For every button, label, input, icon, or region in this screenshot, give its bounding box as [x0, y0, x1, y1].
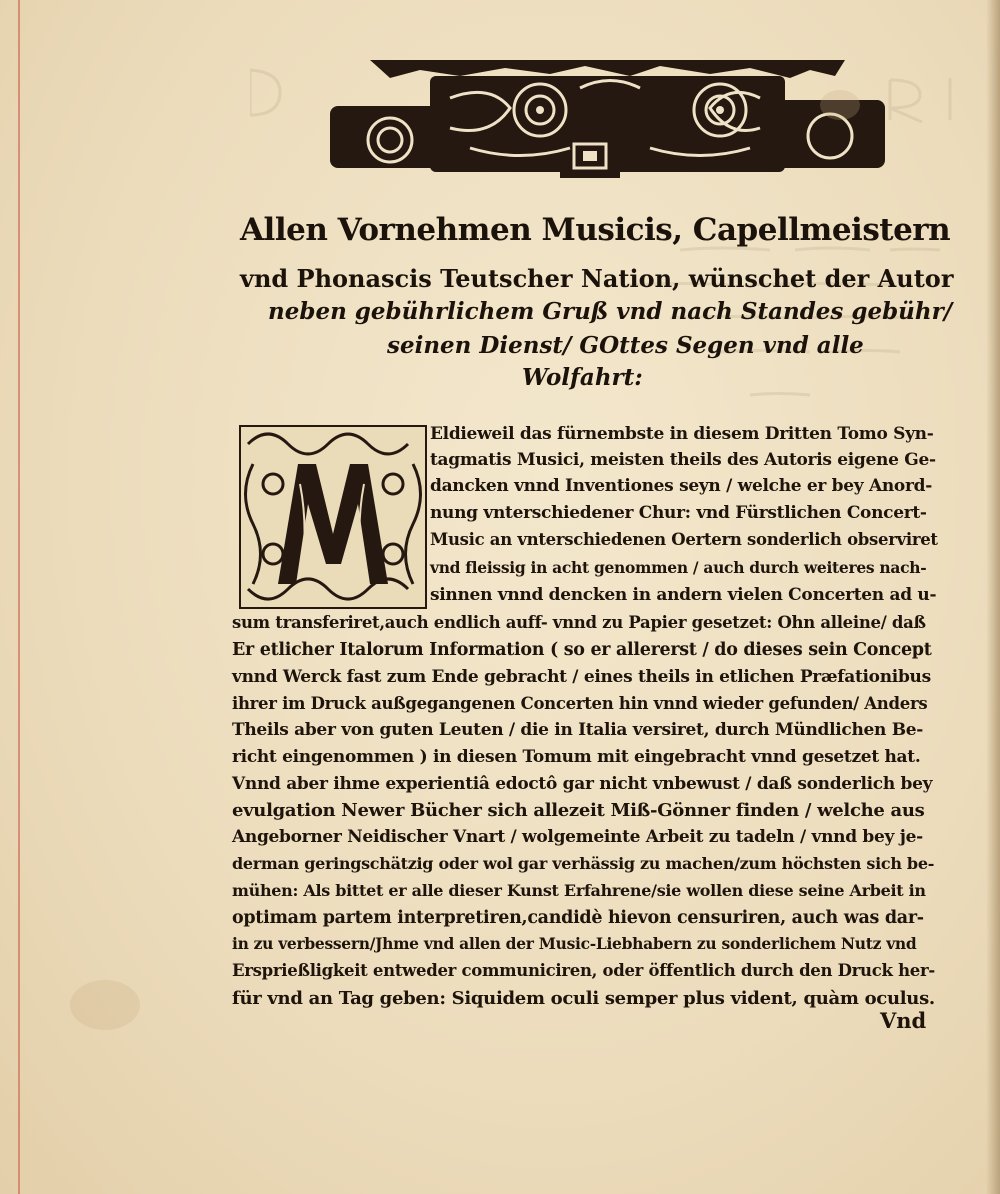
- body-line: für vnd an Tag geben: Siquidem oculi semper plus vident, quàm oculus.: [232, 988, 935, 1009]
- body-line: sum transferiret,auch endlich auff- vnnd zu Papier gesetzet: Ohn alleine/ daß: [232, 613, 926, 632]
- heading-line-4: seinen Dienst/ GOttes Segen vnd alle: [387, 332, 864, 359]
- body-line: dancken vnnd Inventiones seyn / welche er bey Anord-: [430, 476, 932, 496]
- page-edge-shadow: [986, 0, 1000, 1194]
- paper-stain: [820, 90, 860, 120]
- body-line: ihrer im Druck außgegangenen Concerten hin vnnd wieder gefunden/ Anders: [232, 694, 928, 713]
- body-line: vnd fleissig in acht genommen / auch durch weiteres nach-: [430, 558, 927, 577]
- body-line: in zu verbessern/Jhme vnd allen der Music-Liebhabern zu sonderlichem Nutz vnd: [232, 934, 917, 953]
- heading-line-2: vnd Phonascis Teutscher Nation, wünschet der Autor: [240, 264, 954, 293]
- body-line: evulgation Newer Bücher sich allezeit Miß-Gönner finden / welche aus: [232, 800, 925, 821]
- body-line: mühen: Als bittet er alle dieser Kunst Erfahrene/sie wollen diese seine Arbeit in: [232, 881, 926, 900]
- woodcut-headpiece-ornament: [330, 48, 885, 180]
- body-line: Ersprießligkeit entweder communiciren, oder öffentlich durch den Druck her-: [232, 961, 935, 980]
- body-line: Er etlicher Italorum Information ( so er allererst / do dieses sein Concept: [232, 640, 932, 660]
- body-line: sinnen vnnd dencken in andern vielen Concerten ad u-: [430, 585, 937, 605]
- catchword: Vnd: [880, 1008, 927, 1033]
- decorated-initial-letter: [238, 424, 428, 610]
- heading-line-3: neben gebührlichem Gruß vnd nach Standes gebühr/: [268, 298, 953, 325]
- body-line: Angeborner Neidischer Vnart / wolgemeinte Arbeit zu tadeln / vnnd bey je-: [232, 827, 923, 847]
- body-line: derman geringschätzig oder wol gar verhässig zu machen/zum höchsten sich be-: [232, 854, 935, 873]
- body-line: Theils aber von guten Leuten / die in Italia versiret, durch Mündlichen Be-: [232, 720, 924, 740]
- body-line: tagmatis Musici, meisten theils des Autoris eigene Ge-: [430, 450, 936, 470]
- body-line: Vnnd aber ihme experientiâ edoctô gar nicht vnbewust / daß sonderlich bey: [232, 774, 933, 794]
- body-line: richt eingenommen ) in diesen Tomum mit eingebracht vnnd gesetzet hat.: [232, 747, 921, 767]
- body-line: Music an vnterschiedenen Oertern sonderlich observiret: [430, 530, 938, 549]
- body-line: optimam partem interpretiren,candidè hievon censuriren, auch was dar-: [232, 908, 924, 928]
- heading-line-5: Wolfahrt:: [522, 364, 643, 391]
- paper-stain: [70, 980, 140, 1030]
- body-line: nung vnterschiedener Chur: vnd Fürstlichen Concert-: [430, 503, 927, 523]
- body-line: vnnd Werck fast zum Ende gebracht / eines theils in etlichen Præfationibus: [232, 667, 931, 687]
- heading-line-1: Allen Vornehmen Musicis, Capellmeistern: [240, 212, 951, 248]
- body-line: Eldieweil das fürnembste in diesem Dritten Tomo Syn-: [430, 424, 934, 444]
- margin-rule: [18, 0, 20, 1194]
